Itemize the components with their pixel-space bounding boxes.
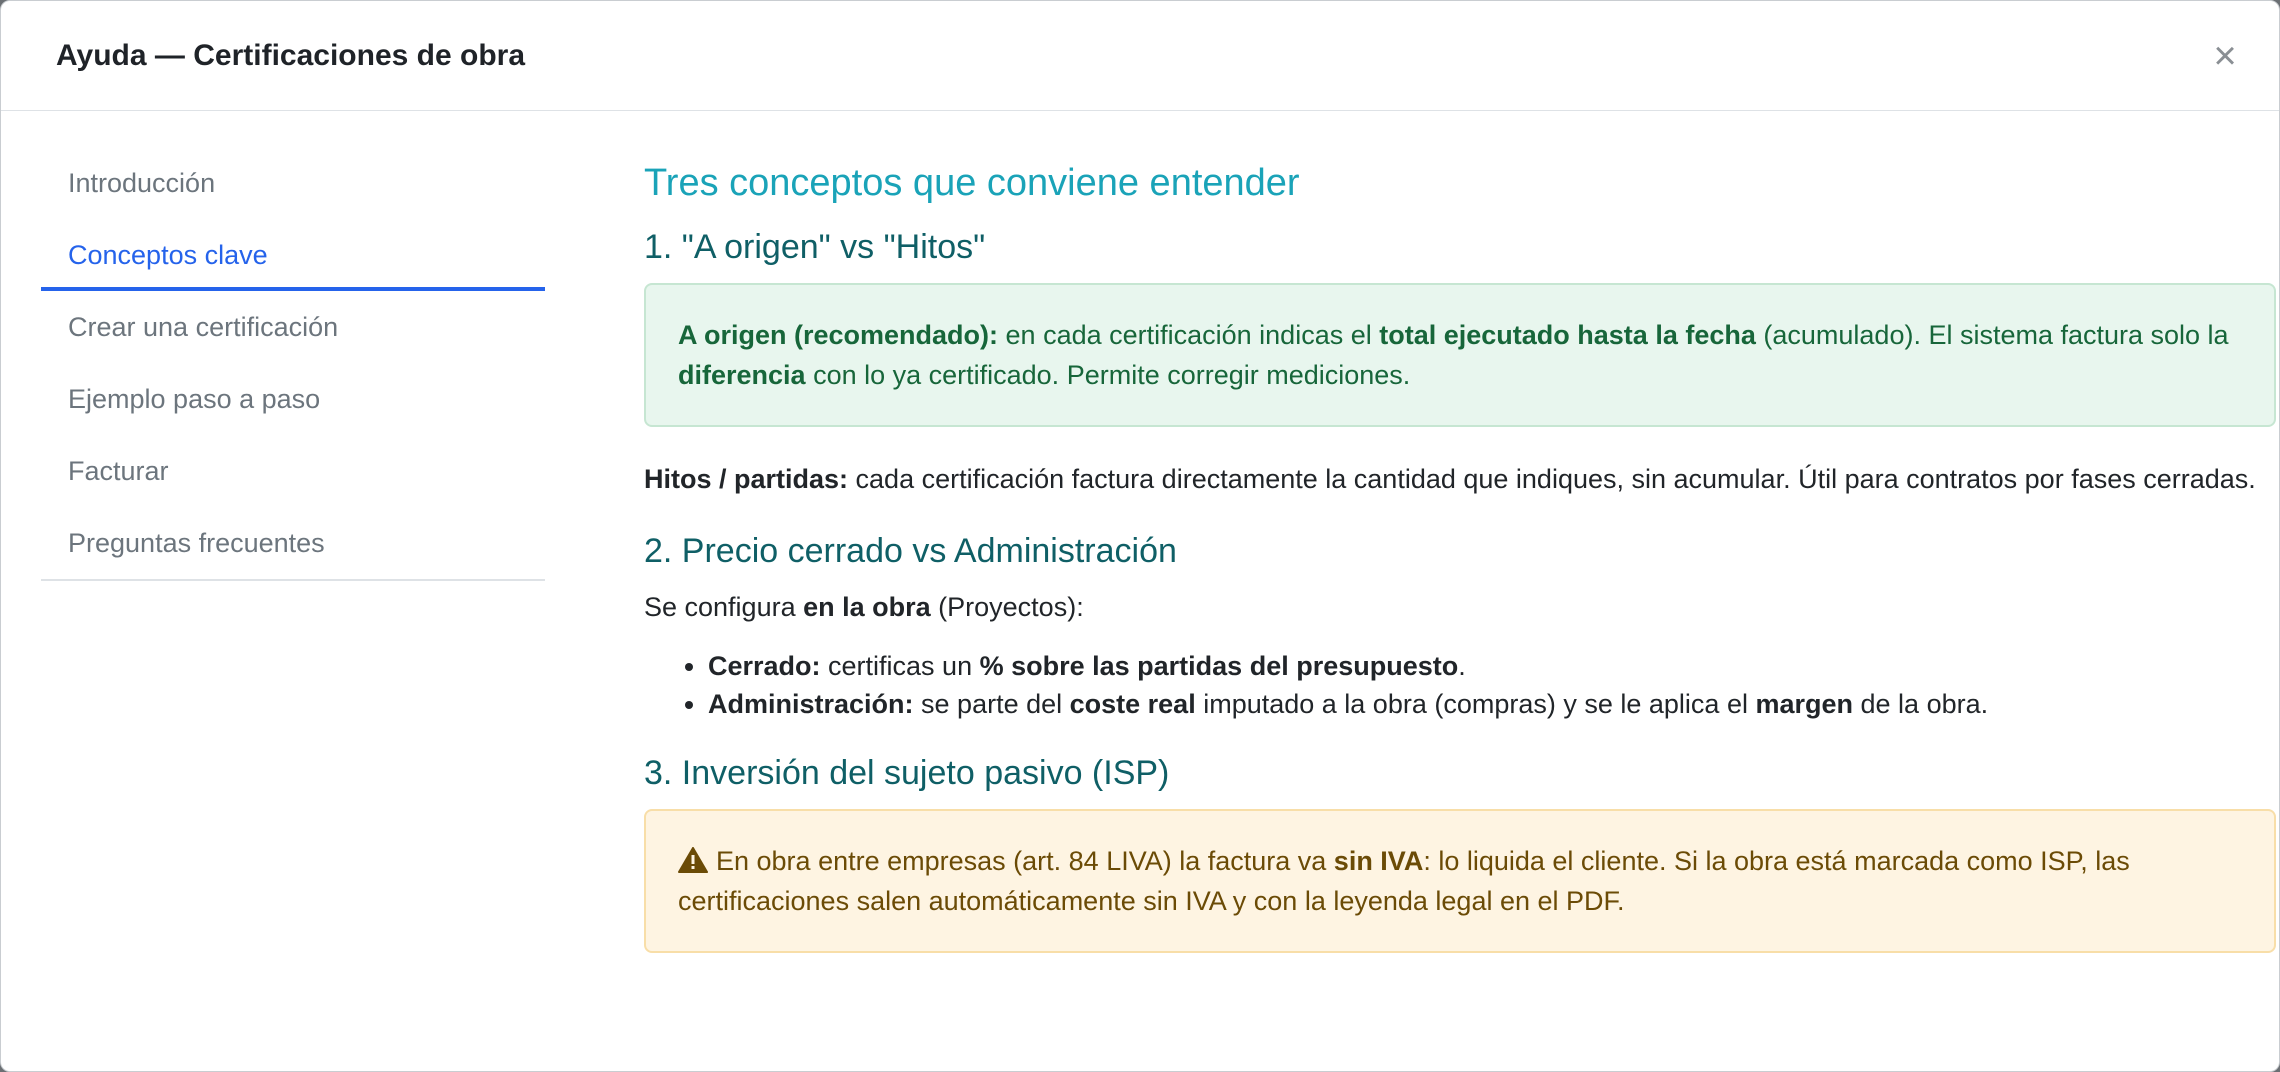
modal-header <box>1 1 2279 111</box>
intro-emphasis: en la obra <box>803 592 931 622</box>
list-item-text: imputado a la obra (compras) y se le aplica el <box>1195 689 1756 719</box>
sidebar-item-preguntas-frecuentes[interactable]: Preguntas frecuentes <box>68 528 325 558</box>
list-item-label: Cerrado: <box>708 651 821 681</box>
list-item-emphasis: margen <box>1755 689 1854 719</box>
alert-text: en cada certificación indicas el <box>998 320 1380 350</box>
sidebar-nav <box>41 147 545 581</box>
origen-info-alert <box>644 283 2276 427</box>
config-intro <box>644 587 2276 627</box>
list-item-emphasis: % sobre las partidas del presupuesto <box>979 651 1459 681</box>
intro-text: (Proyectos): <box>930 592 1084 622</box>
close-button[interactable] <box>2203 34 2247 78</box>
paragraph-label: Hitos / partidas: <box>644 464 849 494</box>
sidebar <box>41 147 545 953</box>
list-item <box>708 685 2276 723</box>
list-item <box>708 647 2276 685</box>
pricing-list <box>644 647 2276 723</box>
sidebar-item-conceptos-clave[interactable]: Conceptos clave <box>41 219 545 291</box>
sidebar-item-facturar[interactable]: Facturar <box>68 456 169 486</box>
close-icon: × <box>2213 33 2237 78</box>
help-content <box>644 147 2276 953</box>
alert-text: En obra entre empresas (art. 84 LIVA) la factura va <box>716 846 1334 876</box>
section-heading-precio-administracion: 2. Precio cerrado vs Administración <box>644 532 1177 570</box>
intro-text: Se configura <box>644 592 804 622</box>
section-heading-origen-hitos: 1. "A origen" vs "Hitos" <box>644 228 986 266</box>
sidebar-item-crear-certificacion[interactable]: Crear una certificación <box>68 312 339 342</box>
section-heading-isp: 3. Inversión del sujeto pasivo (ISP) <box>644 754 1170 792</box>
list-item-text: de la obra. <box>1853 689 1989 719</box>
alert-text: con lo ya certificado. Permite corregir mediciones. <box>805 360 1411 390</box>
alert-emphasis: total ejecutado hasta la fecha <box>1379 320 1756 350</box>
warning-triangle-icon <box>678 847 708 873</box>
list-item-label: Administración: <box>708 689 914 719</box>
alert-emphasis: sin IVA <box>1333 846 1424 876</box>
alert-text: : lo liquida el cliente. Si la obra está marcada como ISP, las certificaciones salen automáticamente sin IVA y con la leyenda legal en el PDF. <box>678 846 2130 916</box>
list-item-emphasis: coste real <box>1069 689 1196 719</box>
hitos-paragraph <box>644 459 2276 499</box>
list-item-text: se parte del <box>913 689 1070 719</box>
content-title: Tres conceptos que conviene entender <box>644 162 1300 204</box>
modal-body <box>1 111 2279 953</box>
isp-warning-alert <box>644 809 2276 953</box>
sidebar-item-introduccion[interactable]: Introducción <box>68 168 216 198</box>
sidebar-item-ejemplo-paso-a-paso[interactable]: Ejemplo paso a paso <box>68 384 321 414</box>
paragraph-text: cada certificación factura directamente la cantidad que indiques, sin acumular. Útil para contratos por fases cerradas. <box>848 464 2256 494</box>
alert-text: (acumulado). El sistema factura solo la <box>1755 320 2229 350</box>
list-item-text: . <box>1458 651 1466 681</box>
alert-emphasis: diferencia <box>678 360 806 390</box>
alert-label: A origen (recomendado): <box>678 320 999 350</box>
list-item-text: certificas un <box>820 651 980 681</box>
modal-title: Ayuda — Certificaciones de obra <box>56 38 526 72</box>
